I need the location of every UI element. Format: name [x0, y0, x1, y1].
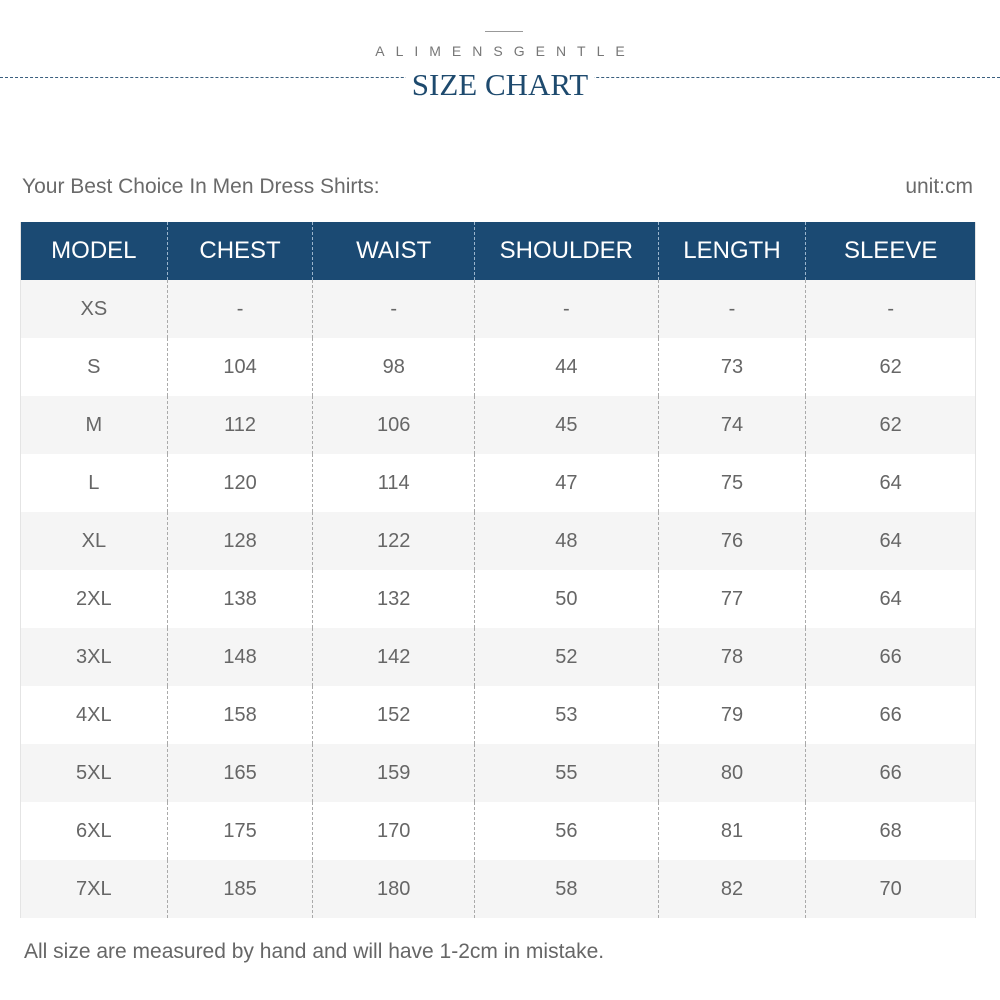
page-title: [0, 67, 1000, 103]
cell-chest: 148: [168, 628, 314, 686]
cell-sleeve: 62: [879, 413, 902, 436]
table-row: [21, 802, 975, 860]
cell-length: -: [659, 280, 807, 338]
cell-sleeve: 64: [879, 587, 902, 610]
cell-chest: 158: [168, 686, 314, 744]
cell-model: 4XL: [21, 686, 168, 744]
cell-sleeve: 68: [879, 819, 902, 842]
cell-model: L: [21, 454, 168, 512]
cell-model: XL: [21, 512, 168, 570]
size-table: [20, 222, 976, 918]
cell-waist: 132: [313, 570, 475, 628]
cell-chest: 185: [168, 860, 314, 918]
cell-model: 2XL: [21, 570, 168, 628]
cell-sleeve: -: [887, 297, 894, 320]
column-header-sleeve: SLEEVE: [843, 237, 938, 264]
cell-length: 73: [659, 338, 807, 396]
cell-shoulder: 48: [475, 512, 659, 570]
cell-model: 3XL: [21, 628, 168, 686]
cell-model: M: [21, 396, 168, 454]
cell-chest: 112: [168, 396, 314, 454]
cell-shoulder: 55: [475, 744, 659, 802]
cell-length: 76: [659, 512, 807, 570]
cell-chest: 104: [168, 338, 314, 396]
table-row: [21, 570, 975, 628]
table-row: [21, 628, 975, 686]
cell-chest: -: [168, 280, 314, 338]
column-header-model: MODEL: [21, 222, 168, 280]
cell-chest: 138: [168, 570, 314, 628]
cell-length: 82: [659, 860, 807, 918]
cell-length: 79: [659, 686, 807, 744]
table-row: [21, 454, 975, 512]
table-row: [21, 280, 975, 338]
cell-sleeve: 66: [879, 703, 902, 726]
cell-waist: 106: [313, 396, 475, 454]
footnote: All size are measured by hand and will have 1-2cm in mistake.: [24, 940, 605, 963]
cell-sleeve: 62: [879, 355, 902, 378]
cell-length: 78: [659, 628, 807, 686]
cell-waist: -: [313, 280, 475, 338]
column-header-waist: WAIST: [313, 222, 475, 280]
cell-waist: 152: [313, 686, 475, 744]
cell-waist: 122: [313, 512, 475, 570]
cell-length: 80: [659, 744, 807, 802]
cell-waist: 142: [313, 628, 475, 686]
cell-shoulder: 56: [475, 802, 659, 860]
cell-chest: 175: [168, 802, 314, 860]
cell-waist: 180: [313, 860, 475, 918]
cell-waist: 114: [313, 454, 475, 512]
table-row: [21, 396, 975, 454]
cell-sleeve: 70: [879, 877, 902, 900]
cell-model: 5XL: [21, 744, 168, 802]
cell-length: 77: [659, 570, 807, 628]
cell-shoulder: -: [475, 280, 659, 338]
cell-sleeve: 66: [879, 761, 902, 784]
top-divider: [485, 31, 523, 32]
page-title-text: SIZE CHART: [406, 67, 594, 102]
cell-shoulder: 45: [475, 396, 659, 454]
cell-chest: 165: [168, 744, 314, 802]
cell-shoulder: 47: [475, 454, 659, 512]
cell-waist: 170: [313, 802, 475, 860]
cell-model: XS: [21, 280, 168, 338]
table-row: [21, 512, 975, 570]
cell-model: S: [21, 338, 168, 396]
column-header-length: LENGTH: [659, 222, 807, 280]
table-header: [21, 222, 975, 280]
unit-label: unit:cm: [905, 175, 973, 198]
cell-length: 74: [659, 396, 807, 454]
subtitle: Your Best Choice In Men Dress Shirts:: [22, 175, 380, 198]
cell-sleeve: 64: [879, 471, 902, 494]
table-row: [21, 338, 975, 396]
table-body: [21, 280, 975, 918]
cell-length: 81: [659, 802, 807, 860]
cell-shoulder: 58: [475, 860, 659, 918]
column-header-chest: CHEST: [168, 222, 314, 280]
cell-chest: 120: [168, 454, 314, 512]
cell-shoulder: 50: [475, 570, 659, 628]
table-row: [21, 860, 975, 918]
table-row: [21, 686, 975, 744]
cell-shoulder: 52: [475, 628, 659, 686]
cell-shoulder: 53: [475, 686, 659, 744]
cell-model: 6XL: [21, 802, 168, 860]
table-row: [21, 744, 975, 802]
brand-name: ALIMENSGENTLE: [375, 43, 636, 59]
cell-sleeve: 66: [879, 645, 902, 668]
cell-model: 7XL: [21, 860, 168, 918]
cell-shoulder: 44: [475, 338, 659, 396]
cell-waist: 98: [313, 338, 475, 396]
column-header-shoulder: SHOULDER: [475, 222, 659, 280]
cell-waist: 159: [313, 744, 475, 802]
cell-sleeve: 64: [879, 529, 902, 552]
cell-length: 75: [659, 454, 807, 512]
cell-chest: 128: [168, 512, 314, 570]
